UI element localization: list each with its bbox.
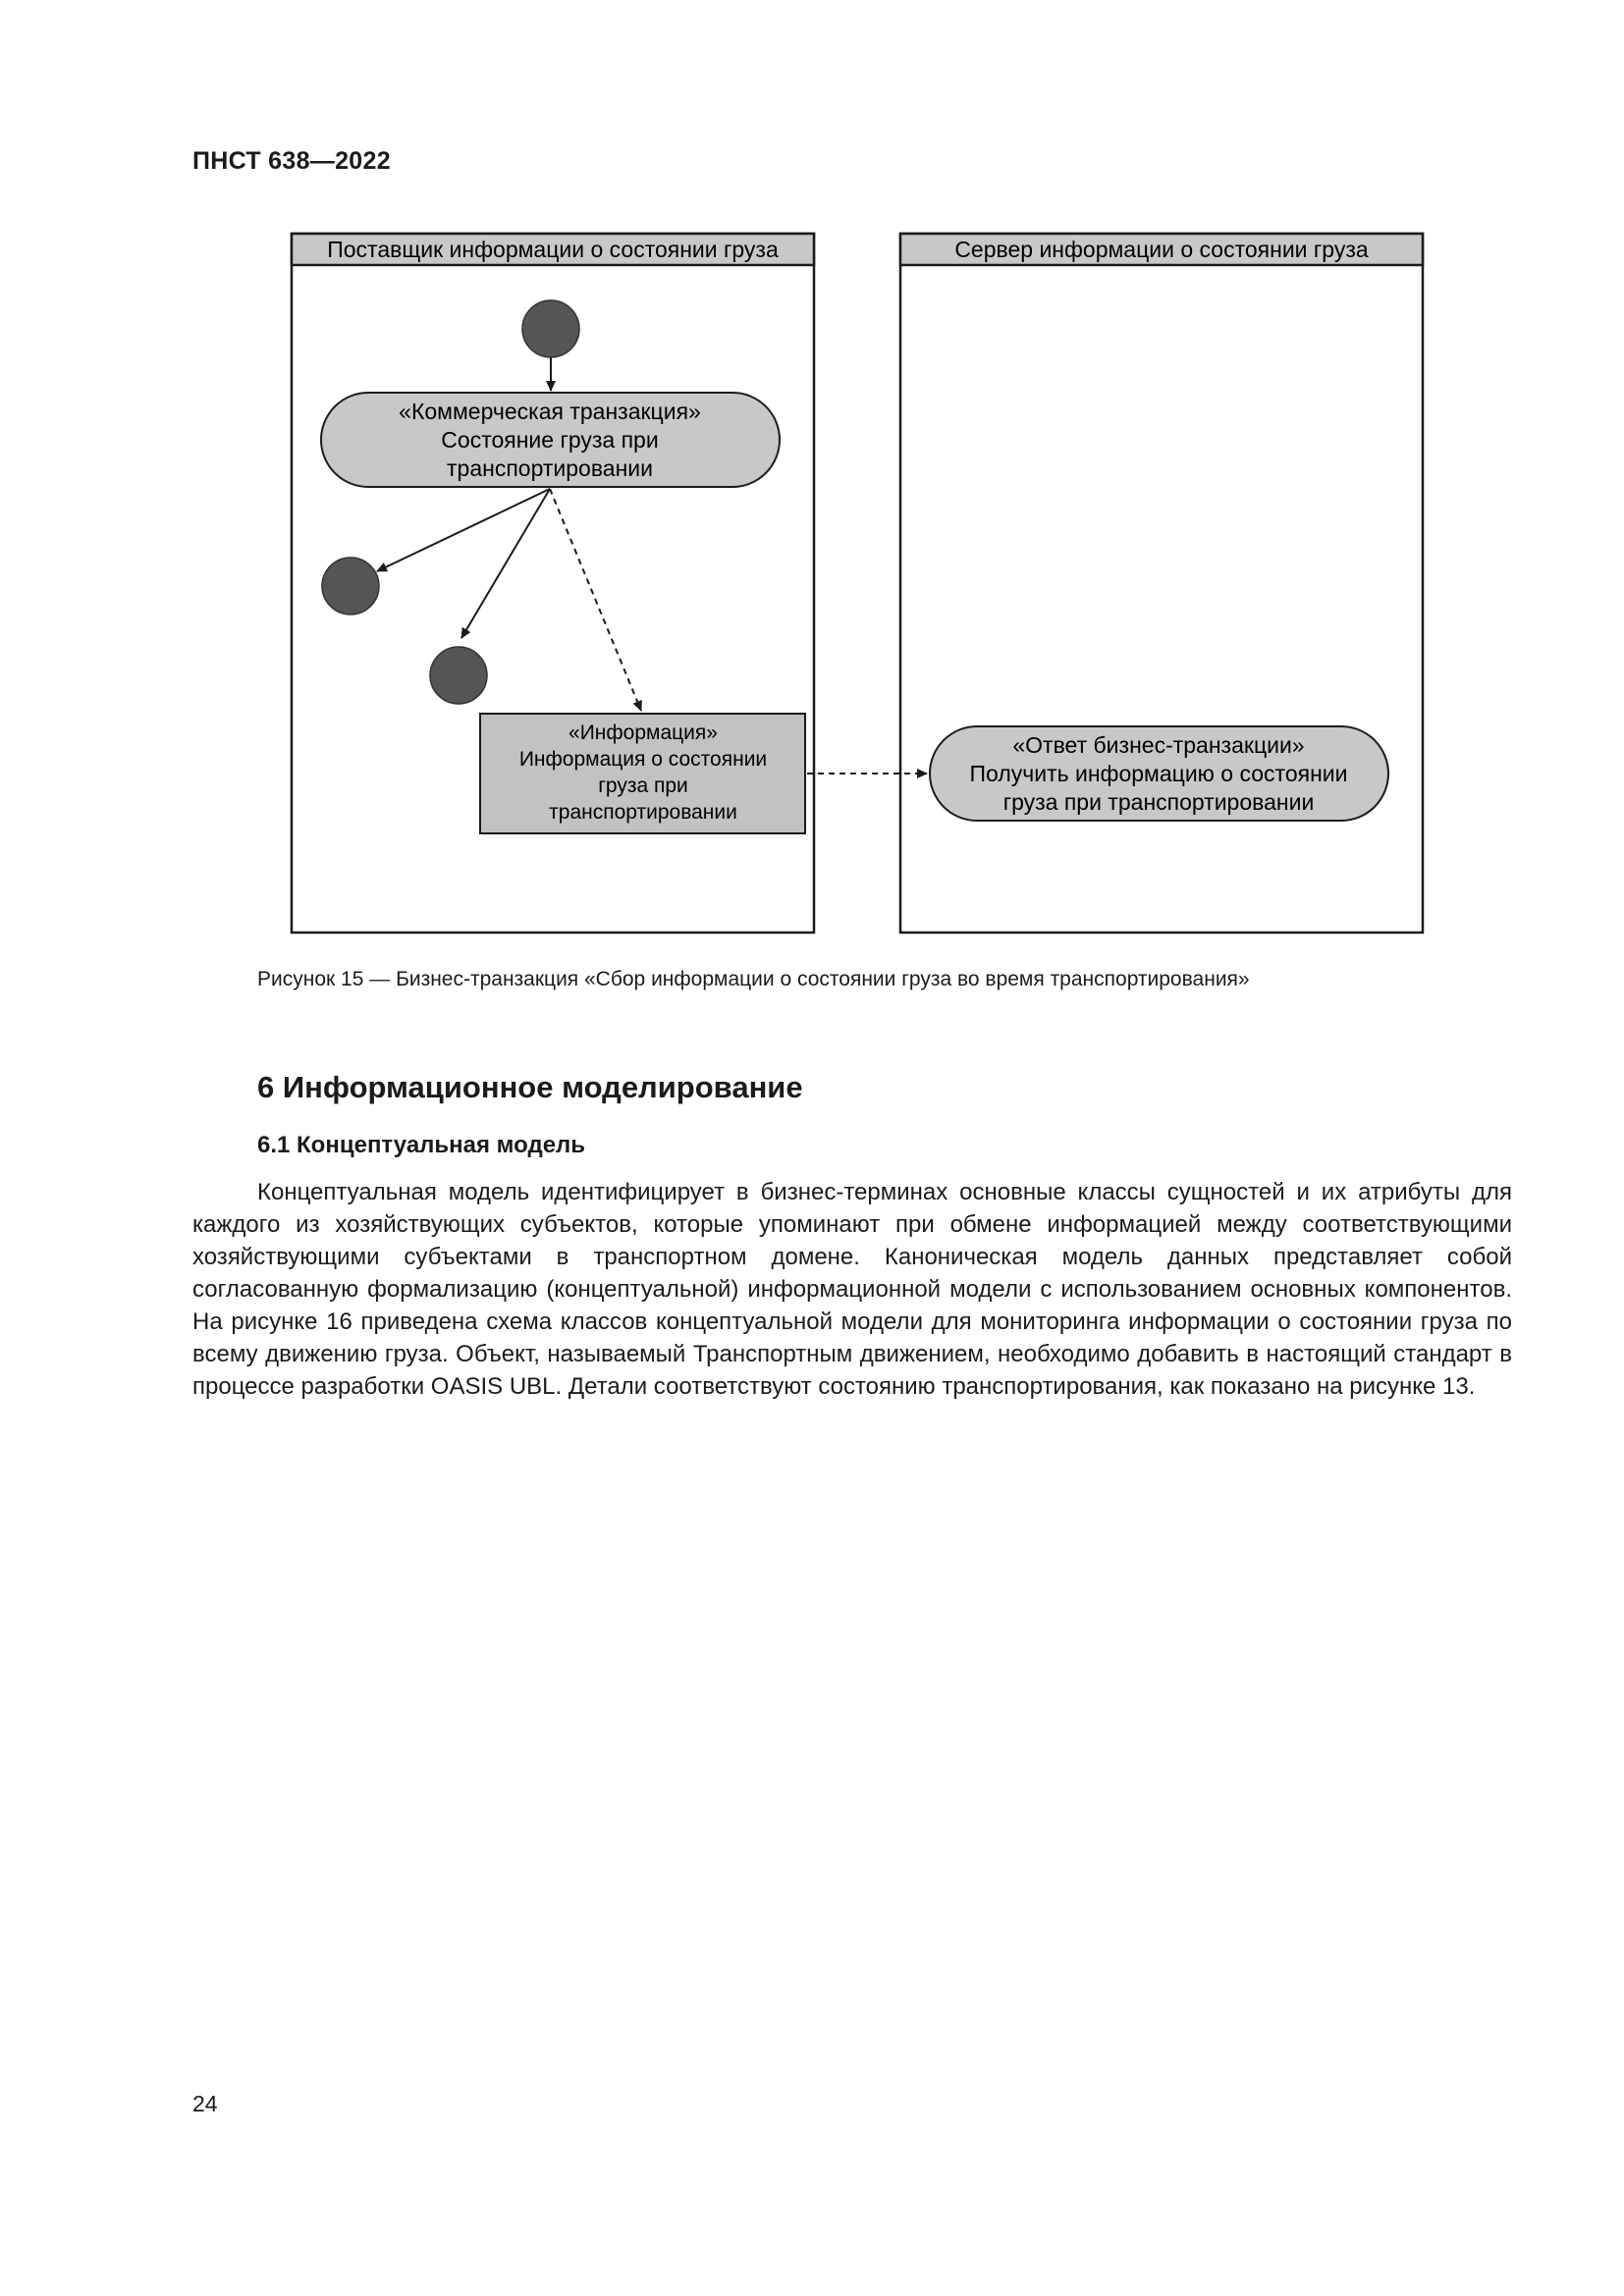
flow-to-final-node-1 [377,489,550,571]
final-node-2 [430,647,487,704]
activity-commercial-line1: Состояние груза при [441,427,659,453]
object-information-line3: транспортировании [549,801,737,824]
activity-commercial-transaction [321,393,780,487]
flow-to-information-object [550,489,641,711]
activity-commercial-stereotype: «Коммерческая транзакция» [399,399,701,424]
activity-commercial-line2: транспортировании [447,455,653,481]
activity-response-stereotype: «Ответ бизнес-транзакции» [1012,732,1305,758]
page-number: 24 [192,2091,218,2116]
object-information-line2: груза при [598,774,688,797]
lane-provider-title: Поставщик информации о состоянии груза [327,237,779,262]
body-paragraph: Концептуальная модель идентифицирует в бизнес-терминах основные классы сущностей и их атрибуты для каждого из хозяйствующих субъектов, которые упоминают при обмене информацией между соответствующими хозяйствующими субъектами в транспортном домене. Каноническая модель данных представляет собой согласованную формализацию (концептуальной) информационной модели с использованием основных компонентов. На рисунке 16 приведена схема классов концептуальной модели для мониторинга информации о состоянии груза по всему движению груза. Объект, называемый Транспортным движением, необходимо добавить в настоящий стандарт в процессе разработки OASIS UBL. Детали соответствуют состоянию транспортирования, как показано на рисунке 13. [192,1179,1512,1400]
activity-diagram-figure [0,0,1624,982]
subsection-title: 6.1 Концептуальная модель [257,1132,586,1158]
lane-server-title: Сервер информации о состоянии груза [954,237,1369,262]
document-code: ПНСТ 638—2022 [192,147,391,175]
section-title: 6 Информационное моделирование [257,1070,803,1104]
initial-node [522,300,579,357]
activity-diagram [0,0,1624,982]
figure-caption: Рисунок 15 — Бизнес-транзакция «Сбор информации о состоянии груза во время транспортирования» [257,968,1250,990]
lane-server [900,234,1423,933]
flow-to-final-node-2 [461,489,550,638]
object-information [480,714,805,833]
object-information-line1: Информация о состоянии [518,748,768,771]
activity-business-response [930,726,1388,821]
final-node-1 [322,558,379,614]
activity-response-line1: Получить информацию о состоянии [969,761,1348,786]
object-information-stereotype: «Информация» [568,721,718,744]
activity-response-line2: груза при транспортировании [1002,789,1315,815]
